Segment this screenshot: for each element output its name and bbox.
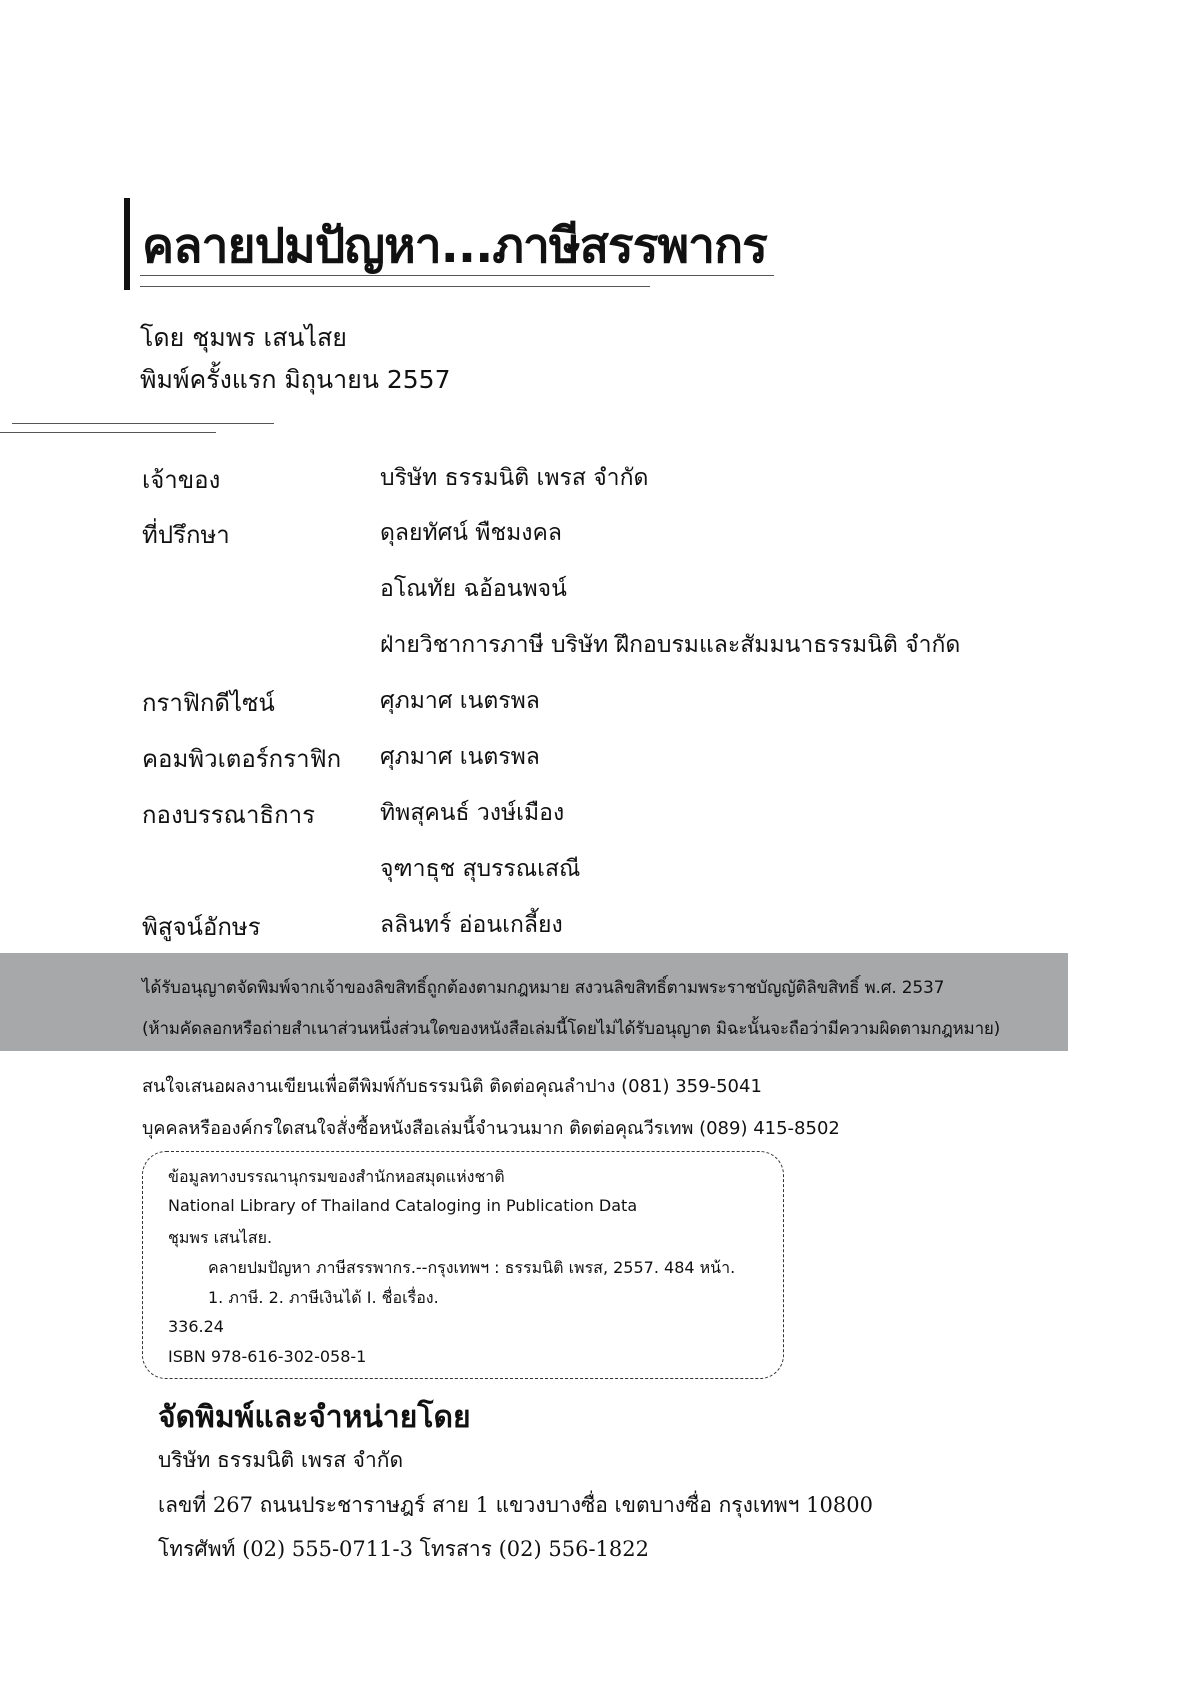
credit-value: ดุลยทัศน์ พืชมงคล [380,520,562,546]
publisher-heading: จัดพิมพ์และจำหน่ายโดย [158,1400,471,1435]
cip-author: ชุมพร เสนไสย. [168,1228,273,1247]
credit-value: ทิพสุคนธ์ วงษ์เมือง [380,800,565,826]
book-title: คลายปมปัญหา...ภาษีสรรพากร [142,218,767,274]
credit-label: เจ้าของ [142,466,221,494]
edition-line: พิมพ์ครั้งแรก มิถุนายน 2557 [140,365,451,394]
copyright-notice-line: ได้รับอนุญาตจัดพิมพ์จากเจ้าของลิขสิทธิ์ถูกต้องตามกฎหมาย สงวนลิขสิทธิ์ตามพระราชบัญญัติลิขสิทธิ์ พ.ศ. 2537 [142,978,945,998]
cip-heading-thai: ข้อมูลทางบรรณานุกรมของสำนักหอสมุดแห่งชาติ [168,1167,505,1186]
credit-label: กราฟิกดีไซน์ [142,689,275,717]
credit-value: ลลินทร์ อ่อนเกลี้ยง [380,912,563,938]
cip-subjects: 1. ภาษี. 2. ภาษีเงินได้ I. ชื่อเรื่อง. [208,1288,439,1307]
title-underline [140,275,774,276]
publisher-phone: โทรศัพท์ (02) 555-0711-3 โทรสาร (02) 556-1822 [158,1537,649,1561]
credit-value: ศุภมาศ เนตรพล [380,688,540,714]
publisher-address: เลขที่ 267 ถนนประชาราษฎร์ สาย 1 แขวงบางซื่อ เขตบางซื่อ กรุงเทพฯ 10800 [158,1493,873,1517]
credit-value: จุฑาธุช สุบรรณเสณี [380,856,581,882]
cip-title-line: คลายปมปัญหา ภาษีสรรพากร.--กรุงเทพฯ : ธรรมนิติ เพรส, 2557. 484 หน้า. [208,1258,736,1277]
credit-label: พิสูจน์อักษร [142,913,261,941]
title-accent-bar [124,198,130,290]
credit-label: คอมพิวเตอร์กราฟิก [142,745,342,773]
contact-line: บุคคลหรือองค์กรใดสนใจสั่งซื้อหนังสือเล่มนี้จำนวนมาก ติดต่อคุณวีรเทพ (089) 415-8502 [142,1118,840,1139]
publisher-name: บริษัท ธรรมนิติ เพรส จำกัด [158,1448,404,1472]
author-line: โดย ชุมพร เสนไสย [140,323,347,352]
credit-value: บริษัท ธรรมนิติ เพรส จำกัด [380,465,649,491]
cip-isbn: ISBN 978-616-302-058-1 [168,1347,367,1366]
copyright-notice-line: (ห้ามคัดลอกหรือถ่ายสำเนาส่วนหนึ่งส่วนใดของหนังสือเล่มนี้โดยไม่ได้รับอนุญาต มิฉะนั้นจะถือว่ามีความผิดตามกฎหมาย) [142,1019,1001,1039]
cip-classification: 336.24 [168,1317,224,1336]
credit-value: ศุภมาศ เนตรพล [380,744,540,770]
credit-value: อโณทัย ฉอ้อนพจน์ [380,576,567,602]
contact-line: สนใจเสนอผลงานเขียนเพื่อตีพิมพ์กับธรรมนิติ ติดต่อคุณลำปาง (081) 359-5041 [142,1076,762,1097]
cip-heading-english: National Library of Thailand Cataloging in Publication Data [168,1196,638,1215]
credit-label: กองบรรณาธิการ [142,801,315,829]
credit-value: ฝ่ายวิชาการภาษี บริษัท ฝึกอบรมและสัมมนาธรรมนิติ จำกัด [380,632,961,658]
section-divider [12,423,274,424]
title-underline-secondary [140,286,650,287]
credit-label: ที่ปรึกษา [142,521,230,549]
section-divider-secondary [0,432,216,433]
